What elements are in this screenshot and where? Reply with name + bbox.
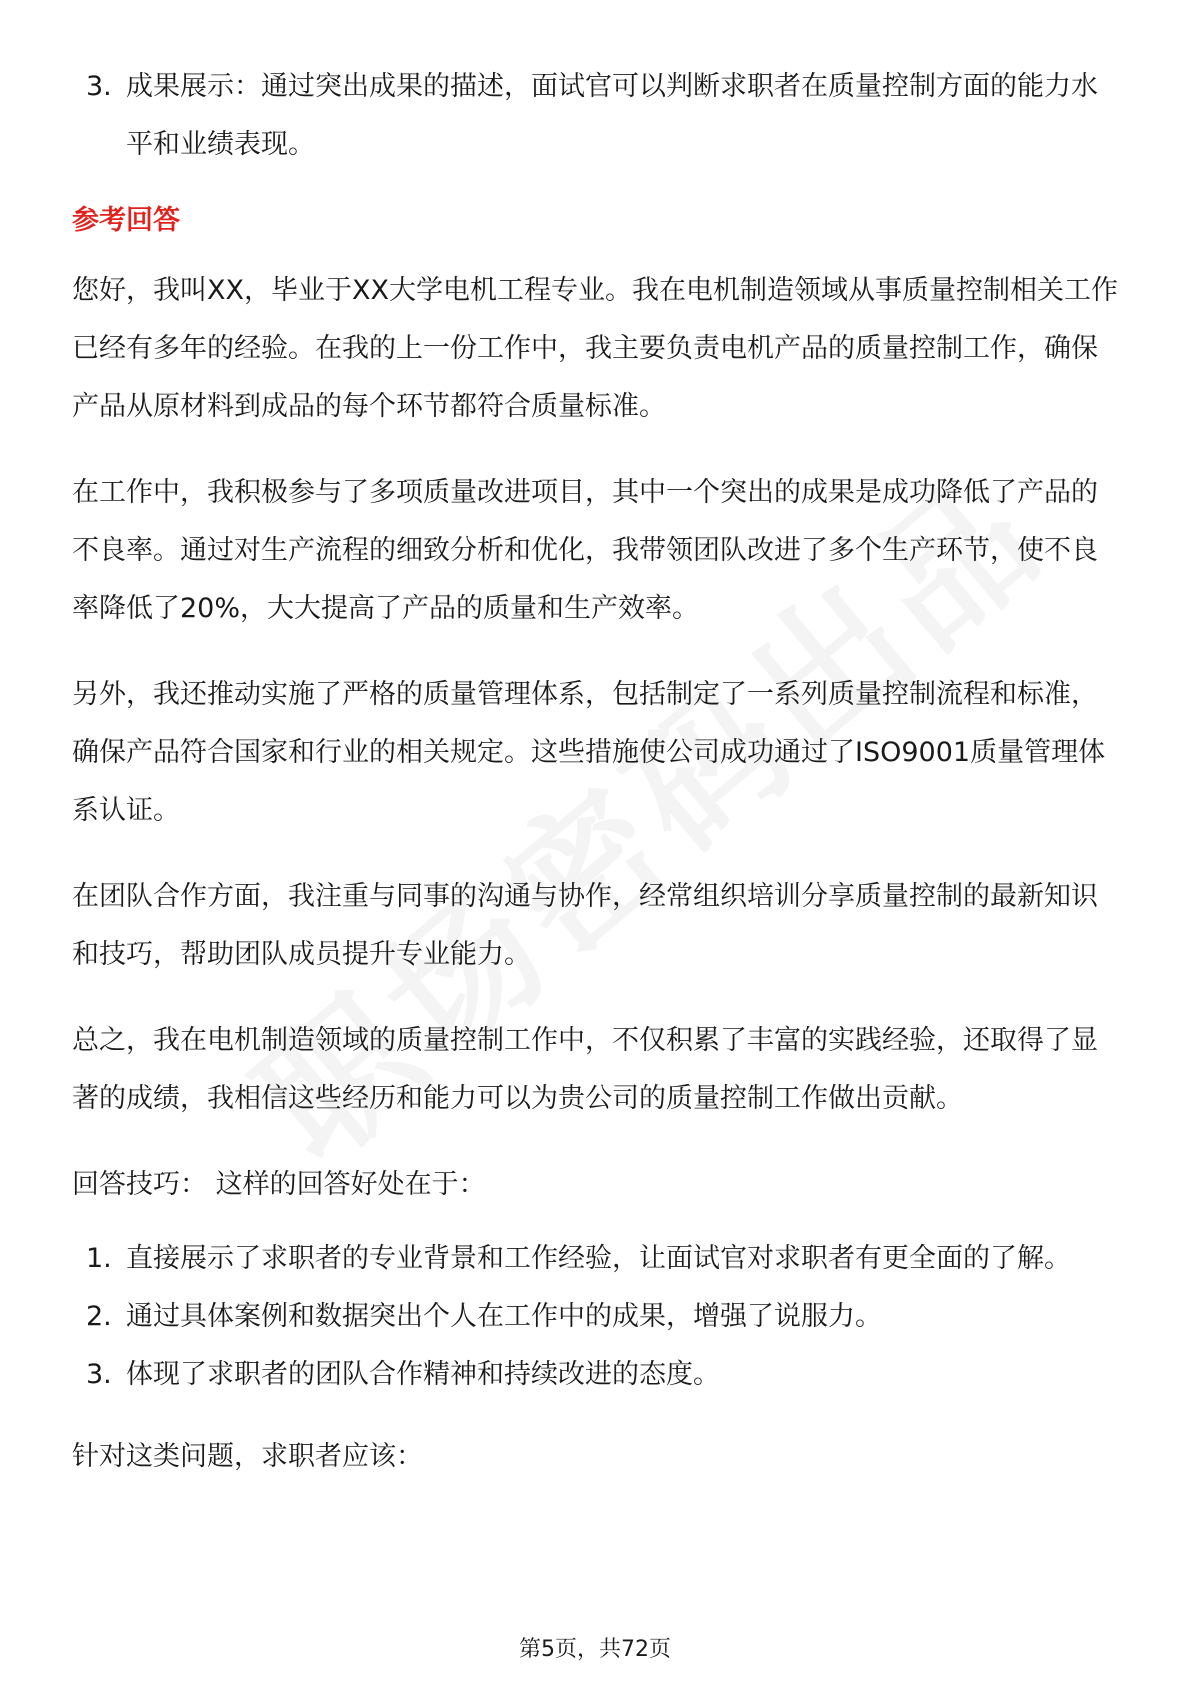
page-number-footer: 第5页，共72页: [519, 1637, 671, 1662]
list-item: [72, 1288, 1118, 1346]
list-item: [72, 1346, 1118, 1404]
tips-intro: 回答技巧： 这样的回答好处在于：: [72, 1169, 486, 1200]
list-item-text: 成果展示：通过突出成果的描述，面试官可以判断求职者在质量控制方面的能力水平和业绩表现。: [126, 71, 1098, 160]
list-item-number: 2.: [86, 1301, 112, 1332]
reference-answer-heading: 参考回答: [72, 205, 180, 236]
list-item-text: 直接展示了求职者的专业背景和工作经验，让面试官对求职者有更全面的了解。: [126, 1243, 1071, 1274]
list-item-number: 3.: [86, 1359, 112, 1390]
list-item-number: 1.: [86, 1243, 112, 1274]
tips-numbered-list: [72, 1230, 1118, 1404]
answer-paragraph: 您好，我叫XX，毕业于XX大学电机工程专业。我在电机制造领域从事质量控制相关工作已经有多年的经验。在我的上一份工作中，我主要负责电机产品的质量控制工作，确保产品从原材料到成品的每个环节都符合质量标准。: [72, 275, 1118, 422]
list-item: [72, 1230, 1118, 1288]
list-item-text: 通过具体案例和数据突出个人在工作中的成果，增强了说服力。: [126, 1301, 882, 1332]
answer-paragraph: 总之，我在电机制造领域的质量控制工作中，不仅积累了丰富的实践经验，还取得了显著的成绩，我相信这些经历和能力可以为贵公司的质量控制工作做出贡献。: [72, 1025, 1098, 1114]
list-item: [72, 58, 1118, 174]
closing-line: 针对这类问题，求职者应该：: [72, 1441, 423, 1472]
answer-paragraph: 在工作中，我积极参与了多项质量改进项目，其中一个突出的成果是成功降低了产品的不良率。通过对生产流程的细致分析和优化，我带领团队改进了多个生产环节，使不良率降低了20%，大大提高了产品的质量和生产效率。: [72, 477, 1098, 624]
answer-paragraph: 另外，我还推动实施了严格的质量管理体系，包括制定了一系列质量控制流程和标准，确保产品符合国家和行业的相关规定。这些措施使公司成功通过了ISO9001质量管理体系认证。: [72, 679, 1106, 826]
answer-paragraph: 在团队合作方面，我注重与同事的沟通与协作，经常组织培训分享质量控制的最新知识和技巧，帮助团队成员提升专业能力。: [72, 881, 1098, 970]
list-item-number: 3.: [86, 71, 112, 102]
page-content: [72, 58, 1118, 1514]
list-item-text: 体现了求职者的团队合作精神和持续改进的态度。: [126, 1359, 720, 1390]
top-numbered-list: [72, 58, 1118, 174]
